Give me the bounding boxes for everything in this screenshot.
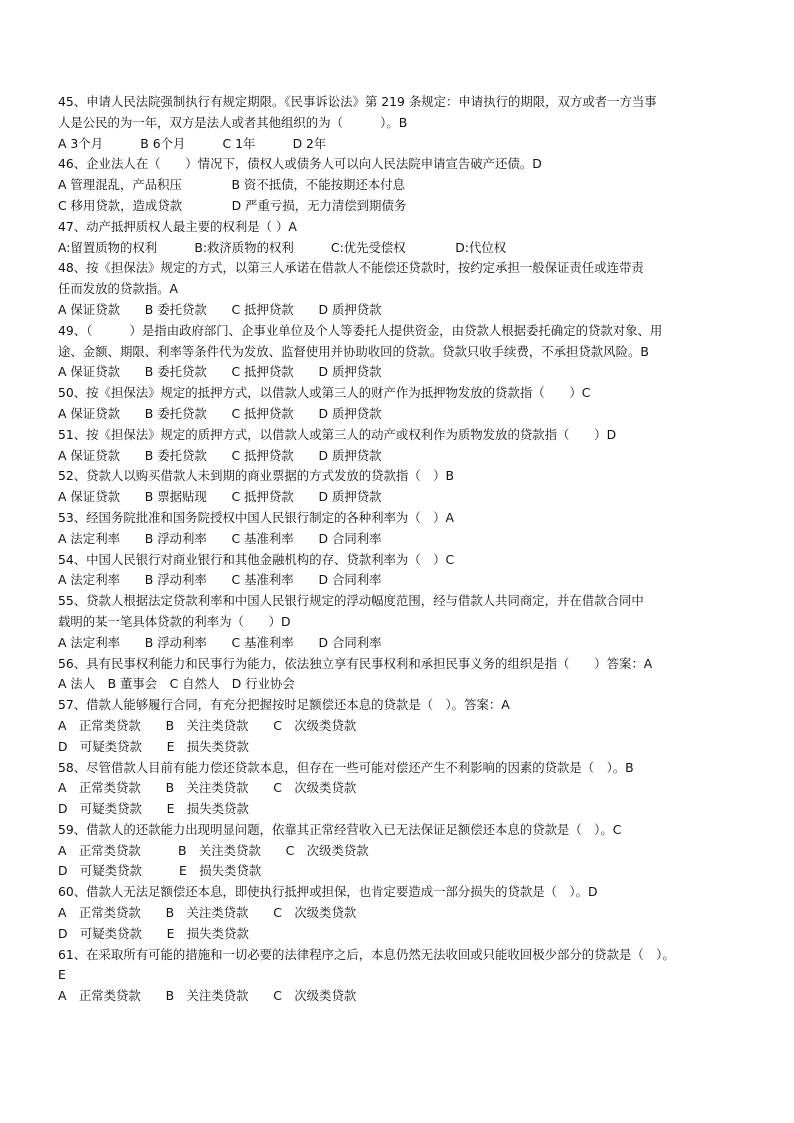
text-line: 46、企业法人在（ ）情况下，债权人或债务人可以向人民法院申请宣告破产还债。D [58,156,542,172]
text-line: D 可疑类贷款 E 损失类贷款 [58,863,262,879]
text-line: 51、按《担保法》规定的质押方式，以借款人或第三人的动产或权利作为质物发放的贷款指（ ）D [58,426,617,442]
text-line: 52、贷款人以购买借款人未到期的商业票据的方式发放的贷款指（ ）B [58,468,454,484]
text-line: D 可疑类贷款 E 损失类贷款 [58,925,249,941]
text-line: 途、金额、期限、利率等条件代为发放、监督使用并协助收回的贷款。贷款只收手续费，不承担贷款风险。B [58,343,649,359]
text-line: A 法定利率 B 浮动利率 C 基准利率 D 合同利率 [58,530,382,546]
text-line: A 正常类贷款 B 关注类贷款 C 次级类贷款 [58,780,357,796]
text-line: 60、借款人无法足额偿还本息，即使执行抵押或担保，也肯定要造成一部分损失的贷款是（ ）。D [58,884,598,900]
text-line: 45、申请人民法院强制执行有规定期限。《民事诉讼法》第 219 条规定：申请执行的期限，双方或者一方当事 [58,94,657,109]
text-line: 59、借款人的还款能力出现明显问题，依靠其正常经营收入已无法保证足额偿还本息的贷款是（ ）。C [58,821,622,837]
text-line: A 正常类贷款 B 关注类贷款 C 次级类贷款 [58,988,357,1004]
text-line: A 法定利率 B 浮动利率 C 基准利率 D 合同利率 [58,634,382,650]
text-line: A 正常类贷款 B 关注类贷款 C 次级类贷款 [58,717,357,733]
text-line: A 正常类贷款 B 关注类贷款 C 次级类贷款 [58,842,369,858]
text-line: A 3个月 B 6个月 C 1年 D 2年 [58,135,327,151]
text-line: A 保证贷款 B 委托贷款 C 抵押贷款 D 质押贷款 [58,405,382,421]
text-line: 50、按《担保法》规定的抵押方式，以借款人或第三人的财产作为抵押物发放的贷款指（ ）C [58,385,591,401]
text-line: C 移用贷款，造成贷款 D 严重亏损，无力清偿到期债务 [58,197,407,213]
text-line: A 保证贷款 B 票据贴现 C 抵押贷款 D 质押贷款 [58,489,382,505]
text-line: A 保证贷款 B 委托贷款 C 抵押贷款 D 质押贷款 [58,301,382,317]
text-line: A 管理混乱，产品积压 B 资不抵债，不能按期还本付息 [58,177,406,193]
text-line: D 可疑类贷款 E 损失类贷款 [58,738,249,754]
text-line: 57、借款人能够履行合同，有充分把握按时足额偿还本息的贷款是（ ）。答案：A [58,697,510,713]
text-line: 58、尽管借款人目前有能力偿还贷款本息，但存在一些可能对偿还产生不利影响的因素的贷款是（ ）。B [58,759,634,775]
text-line: 54、中国人民银行对商业银行和其他金融机构的存、贷款利率为（ ）C [58,551,455,567]
text-line: A 法定利率 B 浮动利率 C 基准利率 D 合同利率 [58,572,382,588]
text-line: A:留置质物的权利 B:救济质物的权利 C:优先受偿权 D:代位权 [58,239,507,255]
text-line: 55、贷款人根据法定贷款利率和中国人民银行规定的浮动幅度范围，经与借款人共同商定，并在借款合同中 [58,593,644,609]
text-line: 人是公民的为一年，双方是法人或者其他组织的为（ ）。B [58,114,408,130]
text-line: D 可疑类贷款 E 损失类贷款 [58,801,249,817]
text-line: 49、（ ）是指由政府部门、企事业单位及个人等委托人提供资金，由贷款人根据委托确定的贷款对象、用 [58,322,663,338]
text-line: A 法人 B 董事会 C 自然人 D 行业协会 [58,676,295,692]
text-line: 48、按《担保法》规定的方式，以第三人承诺在借款人不能偿还贷款时，按约定承担一般保证责任或连带责 [58,260,644,276]
text-line: 任而发放的贷款指。A [58,281,178,297]
text-line: 载明的某一笔具体贷款的利率为（ ）D [58,613,291,629]
text-line: 61、在采取所有可能的措施和一切必要的法律程序之后，本息仍然无法收回或只能收回极少部分的贷款是（ ）。 [58,946,675,962]
text-line: E [58,967,66,983]
text-line: A 保证贷款 B 委托贷款 C 抵押贷款 D 质押贷款 [58,364,382,380]
question-list [58,92,768,1007]
text-line: 47、动产抵押质权人最主要的权利是（ ）A [58,218,297,234]
text-line: A 保证贷款 B 委托贷款 C 抵押贷款 D 质押贷款 [58,447,382,463]
text-line: 53、经国务院批准和国务院授权中国人民银行制定的各种利率为（ ）A [58,509,454,525]
text-line: A 正常类贷款 B 关注类贷款 C 次级类贷款 [58,905,357,921]
text-line: 56、具有民事权利能力和民事行为能力，依法独立享有民事权利和承担民事义务的组织是指（ ）答案：A [58,655,653,671]
